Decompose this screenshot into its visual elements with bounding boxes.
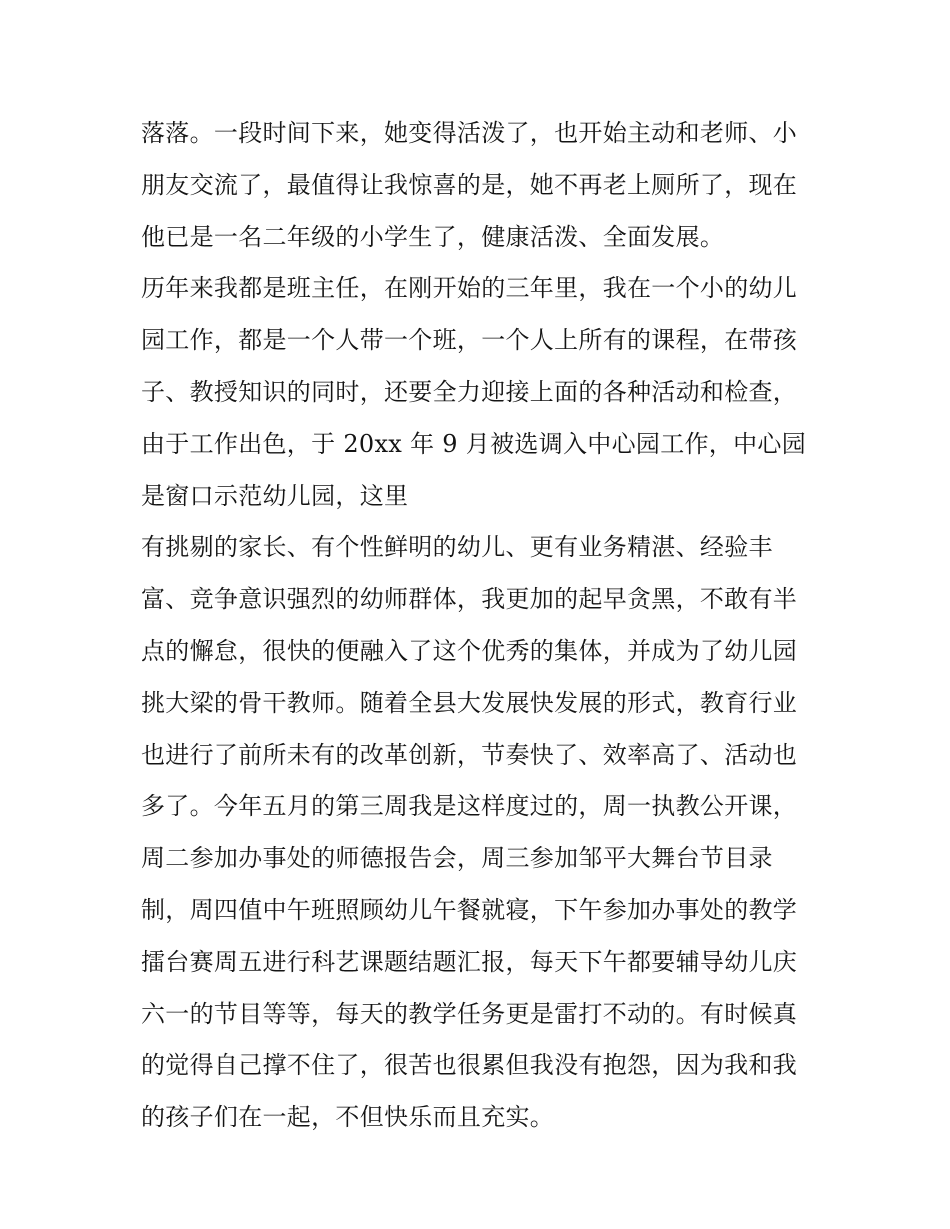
text-line: 是窗口示范幼儿园，这里 (141, 481, 409, 510)
text-line: 子、教授知识的同时，还要全力迎接上面的各种活动和检查， (141, 377, 798, 406)
text-line: 的觉得自己撑不住了，很苦也很累但我没有抱怨，因为我和我 (141, 1051, 798, 1080)
text-line: 也进行了前所未有的改革创新，节奏快了、效率高了、活动也 (141, 740, 798, 769)
text-line: 擂台赛周五进行科艺课题结题汇报，每天下午都要辅导幼儿庆 (141, 947, 798, 976)
text-line: 制，周四值中午班照顾幼儿午餐就寝，下午参加办事处的教学 (141, 895, 798, 924)
document-body (141, 108, 831, 1144)
text-line: 园工作，都是一个人带一个班，一个人上所有的课程，在带孩 (141, 326, 798, 355)
text-line: 他已是一名二年级的小学生了，健康活泼、全面发展。 (141, 222, 725, 251)
text-line: 富、竞争意识强烈的幼师群体，我更加的起早贪黑，不敢有半 (141, 585, 798, 614)
text-line: 挑大梁的骨干教师。随着全县大发展快发展的形式，教育行业 (141, 688, 798, 717)
text-line: 由于工作出色，于 20xx 年 9 月被选调入中心园工作，中心园 (141, 429, 806, 458)
text-line: 历年来我都是班主任，在刚开始的三年里，我在一个小的幼儿 (141, 274, 798, 303)
text-line: 周二参加办事处的师德报告会，周三参加邹平大舞台节目录 (141, 844, 773, 873)
text-line: 点的懈怠，很快的便融入了这个优秀的集体，并成为了幼儿园 (141, 636, 798, 665)
text-line: 有挑剔的家长、有个性鲜明的幼儿、更有业务精湛、经验丰 (141, 533, 773, 562)
text-line: 多了。今年五月的第三周我是这样度过的，周一执教公开课， (141, 792, 798, 821)
text-line: 的孩子们在一起，不但快乐而且充实。 (141, 1103, 555, 1132)
text-line: 六一的节目等等，每天的教学任务更是雷打不动的。有时候真 (141, 999, 798, 1028)
text-line: 落落。一段时间下来，她变得活泼了，也开始主动和老师、小 (141, 119, 798, 147)
text-line: 朋友交流了，最值得让我惊喜的是，她不再老上厕所了，现在 (141, 170, 798, 199)
